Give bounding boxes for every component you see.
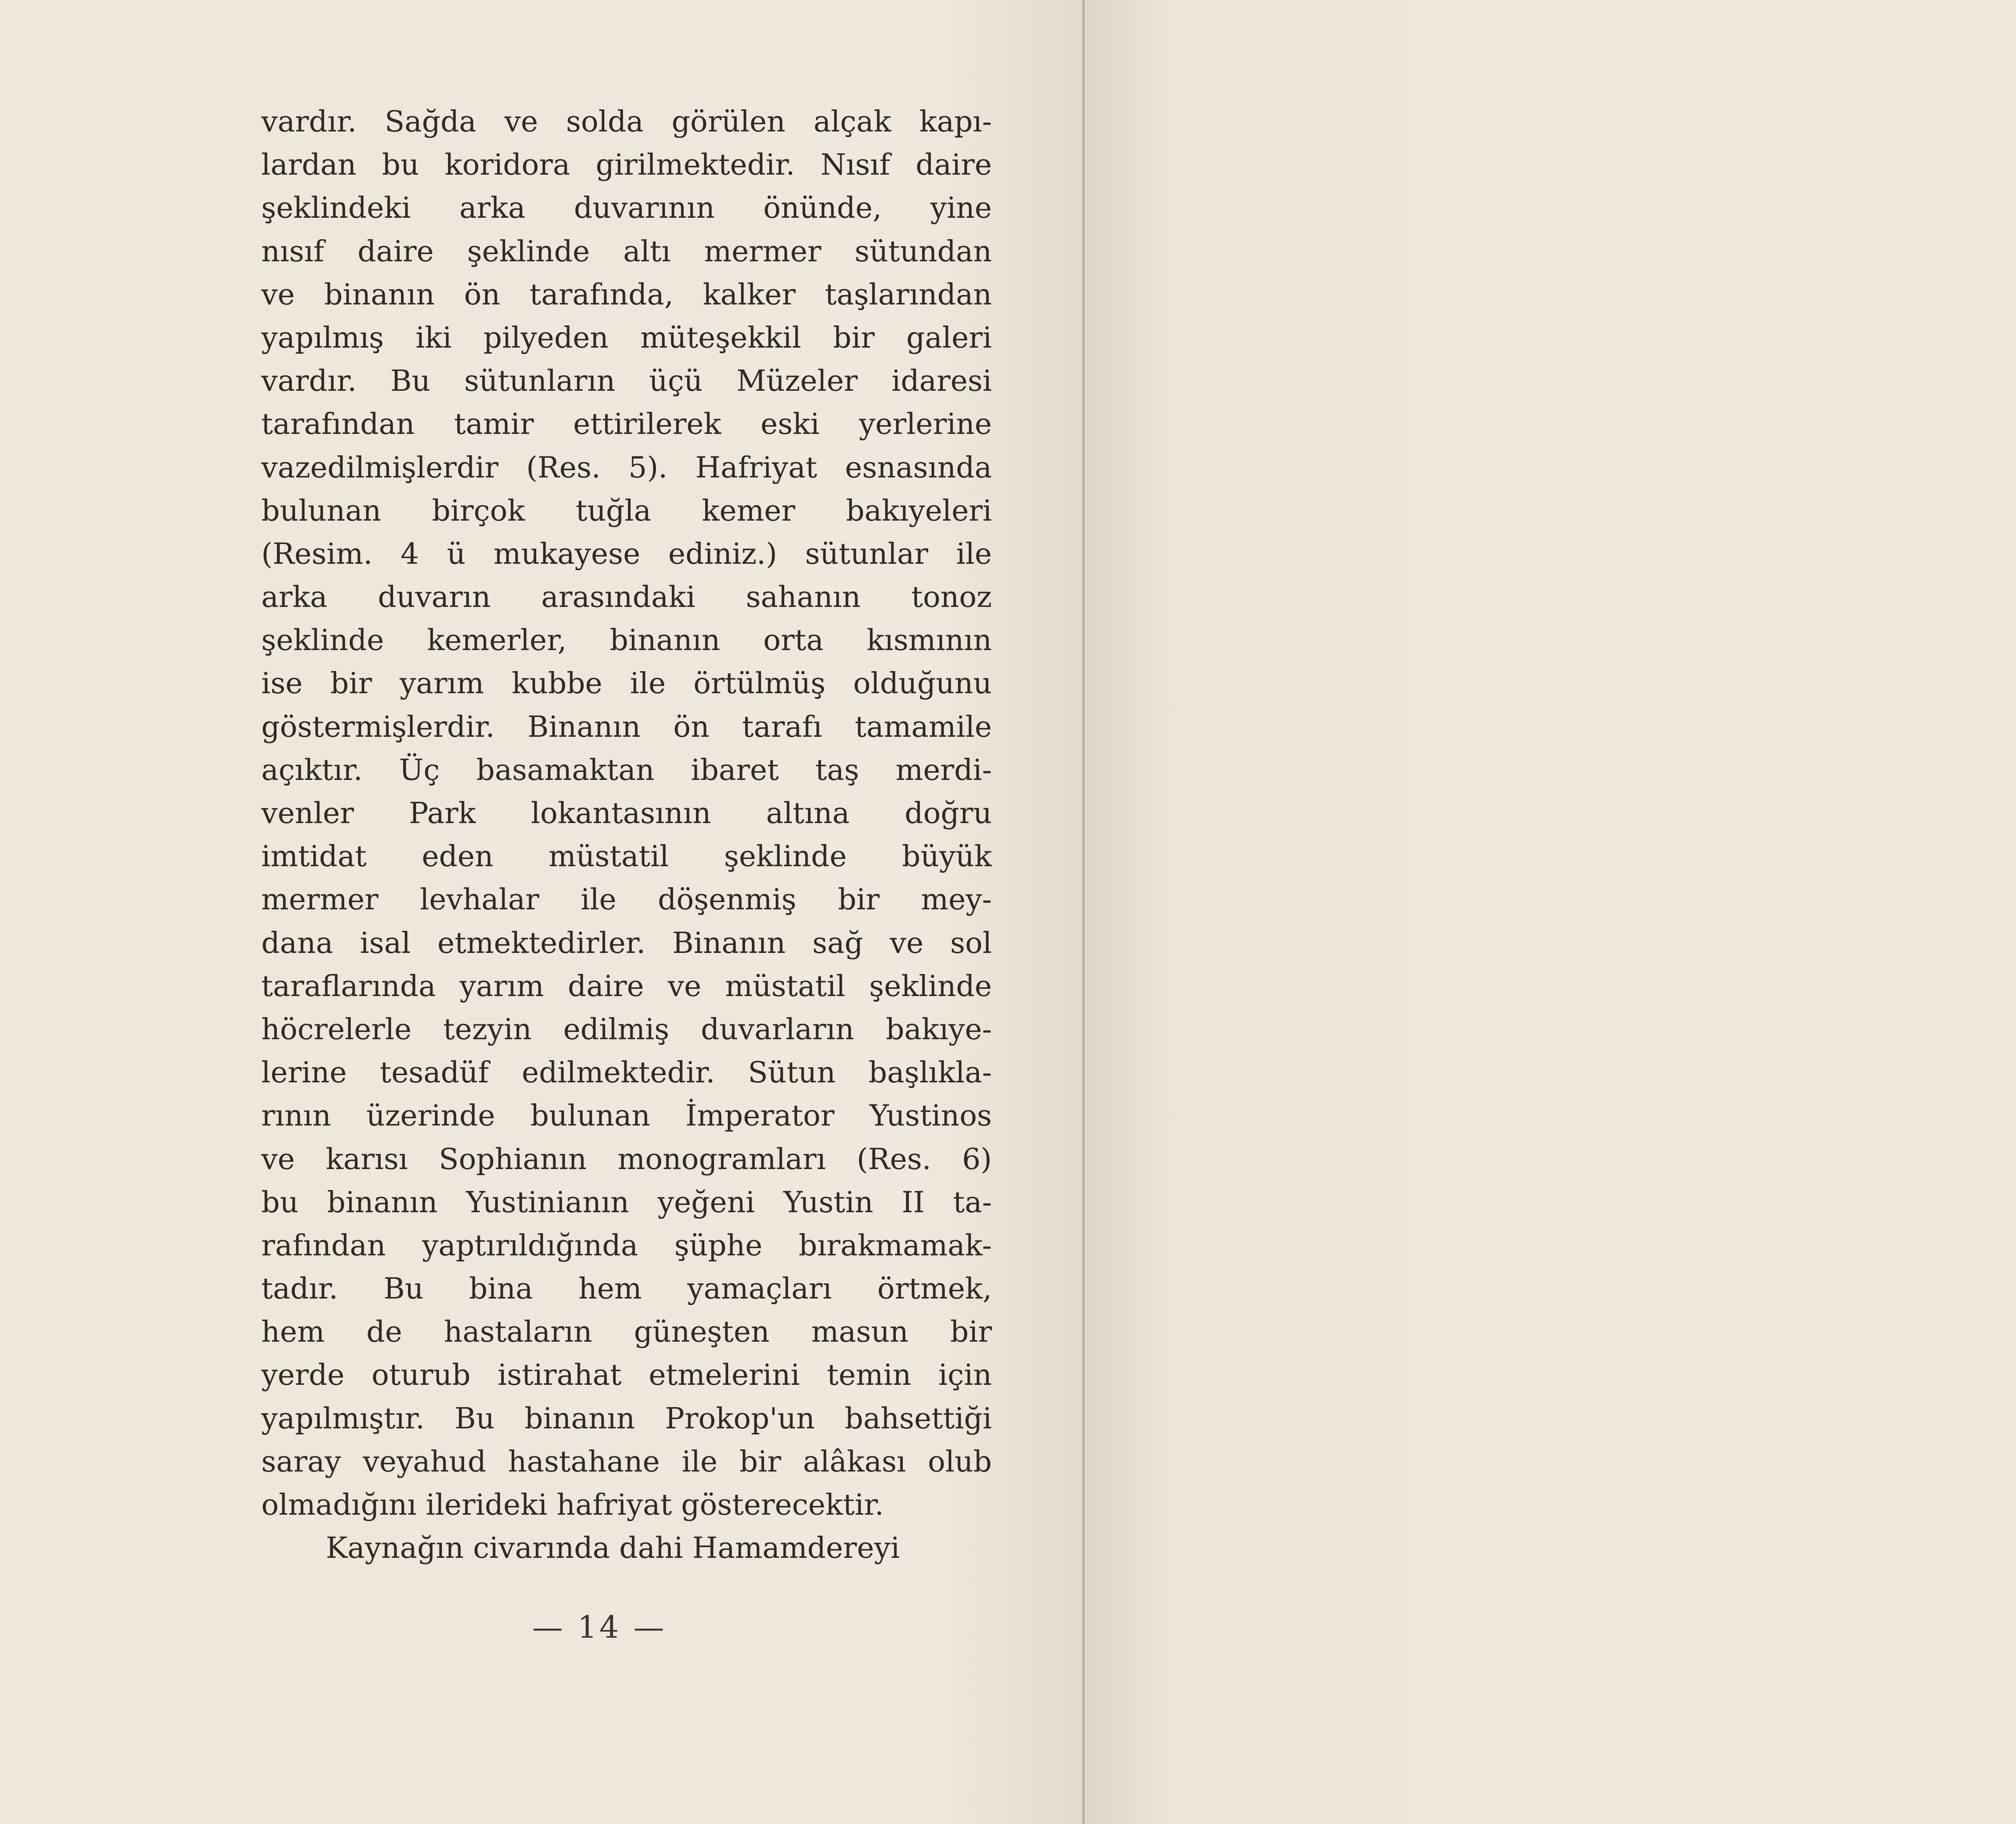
text-line: şeklindeki arka duvarının önünde, yine: [261, 191, 992, 225]
text-line: nısıf daire şeklinde altı mermer sütundan: [261, 234, 992, 268]
text-line: tadır. Bu bina hem yamaçları örtmek,: [261, 1272, 992, 1306]
text-line: vardır. Bu sütunların üçü Müzeler idaresi: [261, 364, 992, 398]
right-page: [1085, 0, 2016, 1824]
text-line: dana isal etmektedirler. Binanın sağ ve sol: [261, 926, 992, 960]
text-line: açıktır. Üç basamaktan ibaret taş merdi-: [261, 753, 992, 787]
text-line: taraflarında yarım daire ve müstatil şeklinde: [261, 969, 992, 1003]
text-line: hem de hastaların güneşten masun bir: [261, 1315, 992, 1349]
text-line: höcrelerle tezyin edilmiş duvarların bakıye-: [261, 1012, 992, 1046]
text-line: şeklinde kemerler, binanın orta kısmının: [261, 623, 992, 657]
text-line: arka duvarın arasındaki sahanın tonoz: [261, 580, 992, 614]
text-line: yerde oturub istirahat etmelerini temin için: [261, 1358, 992, 1392]
text-line: vardır. Sağda ve solda görülen alçak kapı-: [261, 104, 992, 138]
text-line: ve binanın ön tarafında, kalker taşlarından: [261, 277, 992, 311]
text-line: göstermişlerdir. Binanın ön tarafı tamamile: [261, 709, 992, 744]
text-line: vazedilmişlerdir (Res. 5). Hafriyat esnasında: [261, 450, 992, 484]
text-line: rının üzerinde bulunan İmperator Yustinos: [261, 1099, 992, 1133]
text-line: saray veyahud hastahane ile bir alâkası olub: [261, 1444, 992, 1478]
text-line: imtidat eden müstatil şeklinde büyük: [261, 839, 992, 873]
text-line: lerine tesadüf edilmektedir. Sütun başlıkla-: [261, 1055, 992, 1090]
text-line: bu binanın Yustinianın yeğeni Yustin II ta-: [261, 1185, 992, 1219]
text-line: ise bir yarım kubbe ile örtülmüş olduğunu: [261, 666, 992, 700]
text-line: lardan bu koridora girilmektedir. Nısıf daire: [261, 148, 992, 182]
text-line: bulunan birçok tuğla kemer bakıyeleri: [261, 493, 992, 527]
text-line: yapılmış iki pilyeden müteşekkil bir galeri: [261, 320, 992, 354]
text-line: (Resim. 4 ü mukayese ediniz.) sütunlar ile: [261, 536, 992, 571]
left-page-text: [261, 100, 992, 1570]
text-line: tarafından tamir ettirilerek eski yerlerine: [261, 407, 992, 441]
text-line: Kaynağın civarında dahi Hamamdereyi: [326, 1531, 900, 1565]
text-line: rafından yaptırıldığında şüphe bırakmamak-: [261, 1228, 992, 1262]
text-line: yapılmıştır. Bu binanın Prokop'un bahsettiği: [261, 1401, 992, 1435]
text-line: venler Park lokantasının altına doğru: [261, 796, 992, 830]
page-number-left: — 14 —: [532, 1609, 667, 1645]
text-line: olmadığını ilerideki hafriyat gösterecektir.: [261, 1488, 884, 1522]
text-line: mermer levhalar ile döşenmiş bir mey-: [261, 882, 992, 917]
text-line: ve karısı Sophianın monogramları (Res. 6): [261, 1142, 992, 1176]
